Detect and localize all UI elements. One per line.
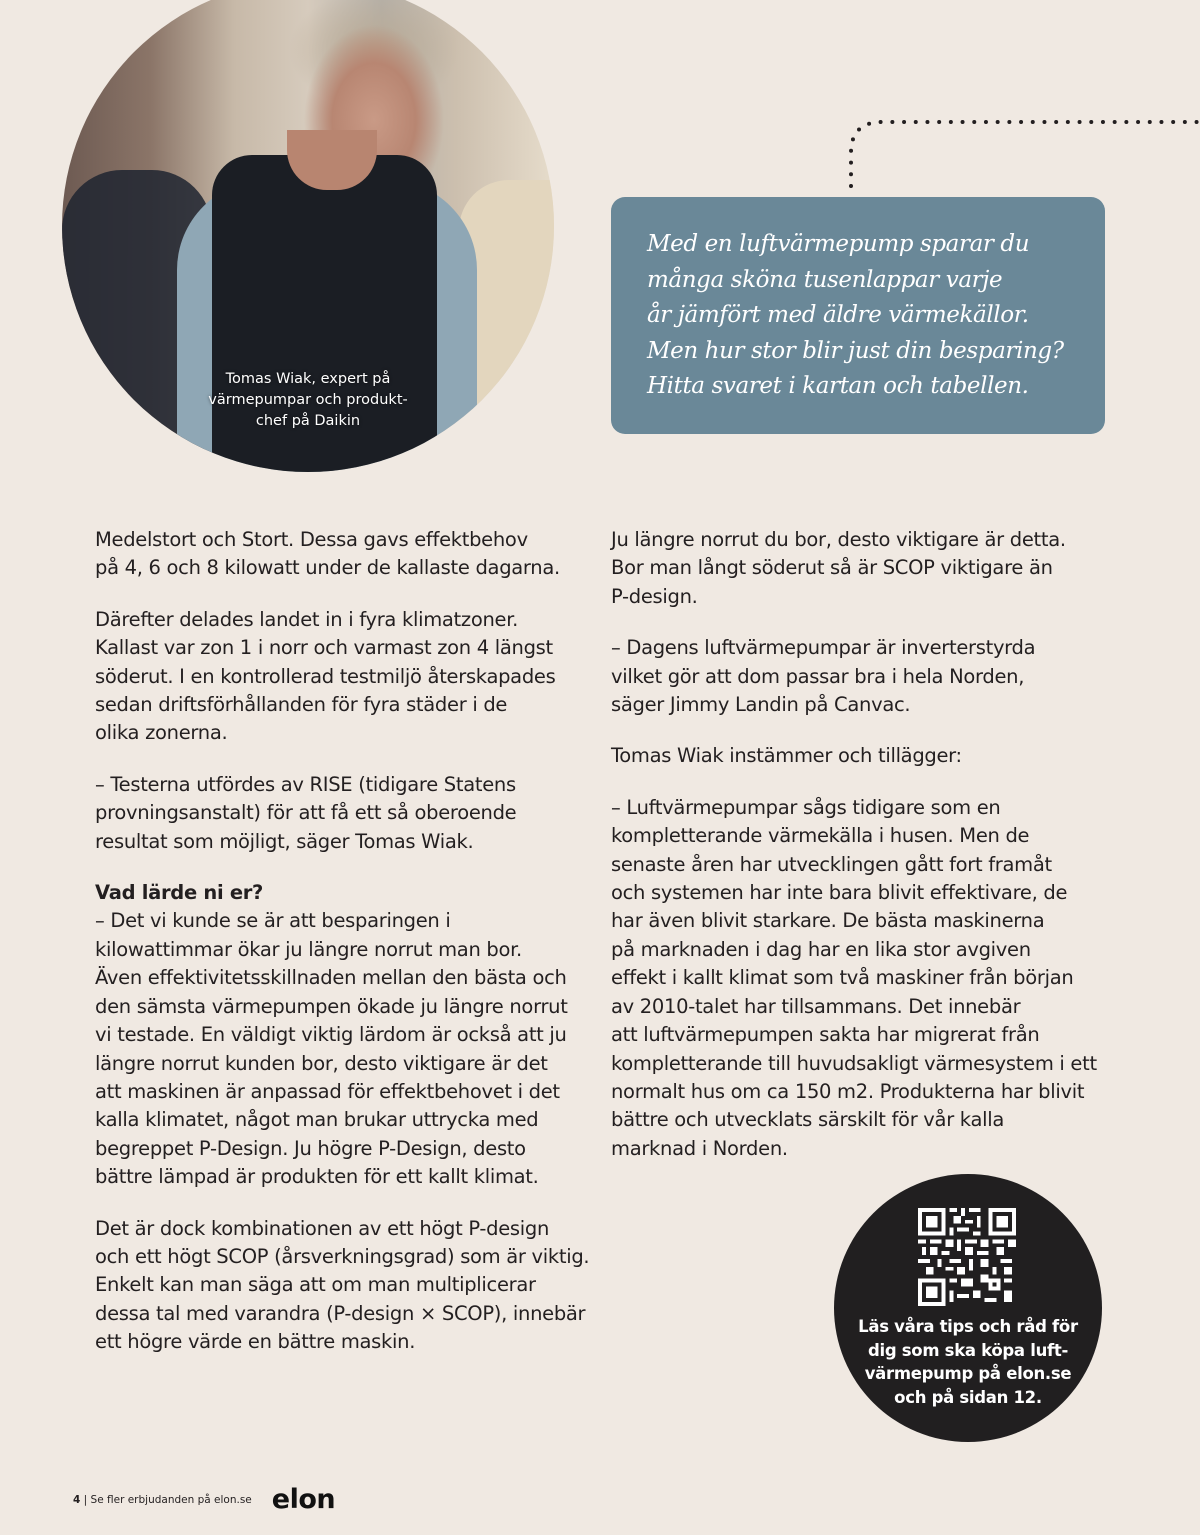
- text-line: dessa tal med varandra (P-design × SCOP), innebär: [95, 1301, 586, 1325]
- footer-text: [73, 1494, 252, 1506]
- text-line: kompletterande till huvudsakligt värmesystem i ett: [611, 1051, 1097, 1075]
- text-line: P-design.: [611, 584, 698, 608]
- dotted-connector-icon: [846, 118, 1200, 190]
- footer-link-text: Se fler erbjudanden på elon.se: [90, 1493, 252, 1506]
- paragraph: [611, 742, 1111, 770]
- text-line: normalt hus om ca 150 m2. Produkterna har blivit: [611, 1079, 1085, 1103]
- text-line: – Dagens luftvärmepumpar är inverterstyrda: [611, 636, 1036, 660]
- elon-logo: elon: [271, 1484, 336, 1515]
- paragraph: [611, 794, 1111, 1163]
- article-column-left: [95, 526, 595, 1380]
- text-line: på 4, 6 och 8 kilowatt under de kallaste dagarna.: [95, 556, 560, 580]
- text-line: marknad i Norden.: [611, 1136, 788, 1160]
- subheading: Vad lärde ni er?: [95, 881, 264, 905]
- promo-text: [834, 1315, 1102, 1409]
- caption-line: värmepumpar och produkt-: [208, 392, 408, 408]
- text-line: Därefter delades landet in i fyra klimatzoner.: [95, 607, 519, 631]
- text-line: ett högre värde en bättre maskin.: [95, 1330, 416, 1354]
- text-line: Ju längre norrut du bor, desto viktigare är detta.: [611, 528, 1066, 551]
- text-line: på marknaden i dag har en lika stor avgiven: [611, 937, 1031, 961]
- text-line: säger Jimmy Landin på Canvac.: [611, 693, 911, 717]
- text-line: effekt i kallt klimat som två maskiner från början: [611, 966, 1074, 990]
- caption-line: Tomas Wiak, expert på: [225, 371, 391, 387]
- qr-code-icon[interactable]: [918, 1208, 1016, 1306]
- text-line: har även blivit starkare. De bästa maskinerna: [611, 909, 1045, 933]
- text-line: längre norrut kunden bor, desto viktigare är det: [95, 1051, 548, 1075]
- page-footer: [73, 1486, 335, 1513]
- text-line: sedan driftsförhållanden för fyra städer i de: [95, 693, 508, 717]
- text-line: att maskinen är anpassad för effektbehovet i det: [95, 1079, 560, 1103]
- text-line: senaste åren har utvecklingen gått fort framåt: [611, 852, 1052, 876]
- text-line: kompletterande värmekälla i husen. Men de: [611, 824, 1030, 848]
- text-line: Kallast var zon 1 i norr och varmast zon 4 längst: [95, 636, 553, 660]
- text-line: – Testerna utfördes av RISE (tidigare Statens: [95, 772, 516, 796]
- text-line: Bor man långt söderut så är SCOP viktigare än: [611, 556, 1053, 580]
- text-line: provningsanstalt) för att få ett så oberoende: [95, 801, 517, 825]
- pull-quote: [611, 197, 1105, 434]
- text-line: Det är dock kombinationen av ett högt P-design: [95, 1216, 550, 1240]
- quote-line: Hitta svaret i kartan och tabellen.: [647, 373, 1029, 399]
- quote-line: Men hur stor blir just din besparing?: [647, 337, 1064, 364]
- quote-line: många sköna tusenlappar varje: [647, 266, 1003, 293]
- text-line: kalla klimatet, något man brukar uttrycka med: [95, 1108, 539, 1132]
- text-line: och ett högt SCOP (årsverkningsgrad) som är viktig.: [95, 1244, 590, 1268]
- portrait-photo: [62, 0, 554, 472]
- paragraph: [95, 606, 595, 748]
- qr-promo-badge: [834, 1174, 1102, 1442]
- text-line: söderut. I en kontrollerad testmiljö återskapades: [95, 664, 556, 688]
- text-line: av 2010-talet har tillsammans. Det innebär: [611, 994, 1021, 1018]
- page-number: 4: [73, 1493, 81, 1506]
- promo-line: värmepump på elon.se: [864, 1364, 1072, 1383]
- paragraph: [95, 1215, 595, 1357]
- footer-separator: |: [80, 1493, 91, 1506]
- text-line: begreppet P-Design. Ju högre P-Design, desto: [95, 1136, 526, 1160]
- text-line: bättre lämpad är produkten för ett kallt klimat.: [95, 1165, 539, 1189]
- quote-line: år jämfört med äldre värmekällor.: [647, 302, 1029, 328]
- text-line: vi testade. En väldigt viktig lärdom är också att ju: [95, 1023, 567, 1047]
- quote-line: Med en luftvärmepump sparar du: [647, 231, 1030, 257]
- text-line: Medelstort och Stort. Dessa gavs effektbehov: [95, 528, 528, 551]
- text-line: resultat som möjligt, säger Tomas Wiak.: [95, 829, 474, 853]
- text-line: vilket gör att dom passar bra i hela Norden,: [611, 664, 1025, 688]
- promo-line: och på sidan 12.: [894, 1387, 1042, 1407]
- article-column-right: [611, 526, 1111, 1186]
- text-line: bättre och utvecklats särskilt för vår kalla: [611, 1108, 1004, 1132]
- text-line: Enkelt kan man säga att om man multiplicerar: [95, 1273, 536, 1297]
- promo-line: dig som ska köpa luft-: [867, 1340, 1069, 1360]
- text-line: den sämsta värmepumpen ökade ju längre norrut: [95, 994, 568, 1018]
- text-line: Även effektivitetsskillnaden mellan den bästa och: [95, 966, 567, 990]
- photo-caption: [62, 369, 554, 432]
- text-line: – Det vi kunde se är att besparingen i: [95, 909, 451, 933]
- paragraph: [611, 526, 1111, 611]
- paragraph: [611, 634, 1111, 719]
- text-line: olika zonerna.: [95, 721, 228, 745]
- text-line: och systemen har inte bara blivit effektivare, de: [611, 881, 1068, 905]
- text-line: att luftvärmepumpen sakta har migrerat från: [611, 1023, 1040, 1047]
- text-line: Tomas Wiak instämmer och tillägger:: [611, 744, 962, 768]
- text-line: – Luftvärmepumpar sågs tidigare som en: [611, 795, 1001, 819]
- paragraph: [95, 879, 595, 1191]
- paragraph: [95, 771, 595, 856]
- caption-line: chef på Daikin: [255, 413, 361, 429]
- paragraph: [95, 526, 595, 583]
- promo-line: Läs våra tips och råd för: [858, 1317, 1078, 1336]
- text-line: kilowattimmar ökar ju längre norrut man bor.: [95, 937, 522, 961]
